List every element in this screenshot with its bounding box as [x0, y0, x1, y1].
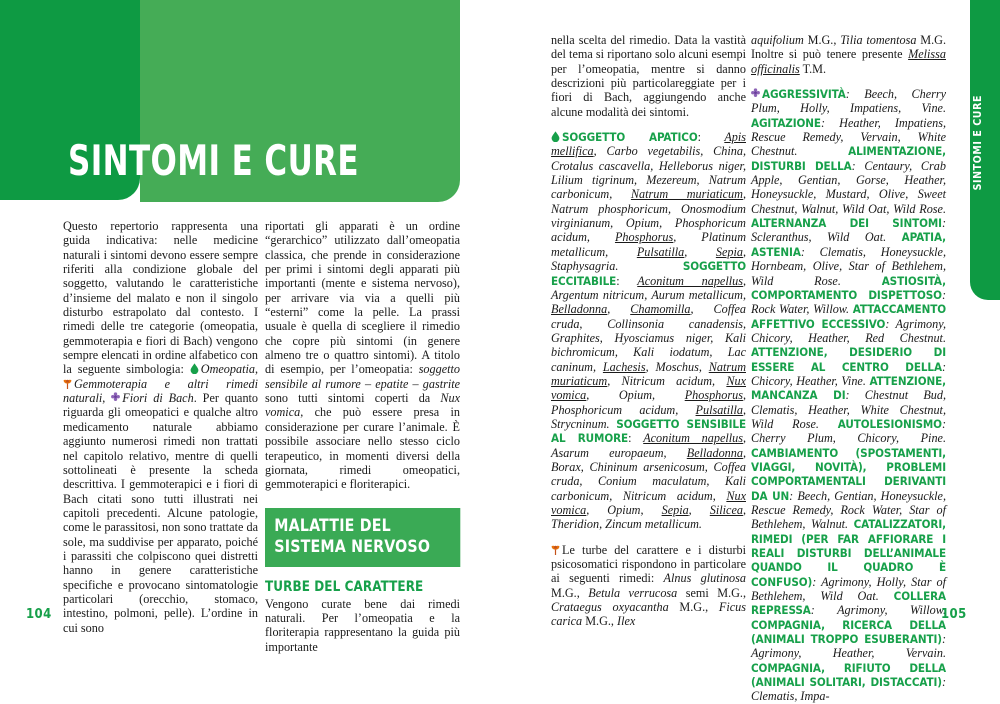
- bach-remedy-list: : Clematis, Impa-: [751, 675, 946, 704]
- bach-keyword: COLLERA REPRESSA: [751, 589, 946, 618]
- keyword-soggetto-apatico: SOGGETTO APATICO: [562, 130, 698, 145]
- bach-keyword: COMPAGNIA, RICERCA DELLA (ANIMALI TROPPO ESUBERANTI): [751, 617, 946, 647]
- remedy-list: , Theridion, Zincum metallicum.: [551, 503, 746, 532]
- remedy-underlined: Natrum muriaticum: [551, 359, 746, 388]
- remedy-list: , Carbo vegetabilis, China, Crotalus cascavella, Helleborus niger, Lilium tigrinum, Mezereum, Natrum carbonicum,: [551, 144, 746, 202]
- bach-keyword: AUTOLESIONISMO: [837, 416, 942, 431]
- symbol-label-omeopatia: Omeopatia: [200, 362, 255, 377]
- side-tab-label: SINTOMI E CURE: [972, 95, 984, 191]
- bach-keyword: ATTENZIONE, MANCANZA DI: [751, 373, 946, 403]
- bud-icon: [63, 378, 72, 389]
- remedy-underlined: Pulsatilla: [636, 244, 685, 259]
- remedy-list: , Opium,: [586, 503, 662, 517]
- remedy-underlined: Silicea: [709, 503, 743, 517]
- c4-text-a: M.G.,: [803, 33, 841, 47]
- paragraph-gap-2: [551, 532, 746, 543]
- remedy-list: , Phosphoricum acidum,: [551, 388, 746, 417]
- gemmo-remedy: Ilex: [617, 614, 636, 629]
- bach-remedy-list: : Rock Water, Willow.: [751, 287, 946, 317]
- text-column-2: [265, 219, 460, 654]
- paragraph-hierarchy: [265, 219, 460, 492]
- c4-text-b: M.G. Inoltre si può tenere presente: [751, 33, 946, 62]
- drop-icon: [190, 363, 199, 374]
- bach-remedy-list: : Agrimony, Holly, Star of Bethlehem, Wild Oat.: [751, 574, 946, 604]
- gemmo-text-c: semi M.G.,: [677, 585, 747, 600]
- bach-keyword: CATALIZZATORI, RIMEDI (PER FAR AFFIORARE I REALI DISTURBI DELL’ANIMALE QUANDO IL QUADRO È CONFUSO): [751, 517, 946, 589]
- remedy-underlined: Apis mellifica: [551, 130, 746, 159]
- gemmo-text-b: M.G.,: [551, 585, 589, 600]
- hierarchy-text-c: , che può essere presa in considerazione per curare l’animale. È possibile associare nello stesso ciclo terapeutico, in momenti diversi della giornata, rimedi omeopatici, gemmoterapici e floriterapici.: [265, 405, 460, 492]
- bach-remedy-list: : Cherry Plum, Chicory, Pine.: [751, 416, 946, 446]
- intro-text-part-2: . Per quanto riguarda gli omeopatici e qualche altro medicamento naturale abbiamo aggiunto numerosi rimedi non trattati nel capitolo relativo, mentre di quelli sottolineati è presente la scheda descrittiva. I gemmoterapici e i fiori di Bach citati sono tutti illustrati nei capitoli precedenti. Alcune patologie, come le parassitosi, non sono trattate da sole, ma suddivise per apparato, poiché i parassiti che colpiscono quei distretti hanno in genere caratteristiche specifiche e provocano sintomatologie particolari (orecchio, stomaco, intestino, polmoni, pelle). L’ordine in cui sono: [63, 391, 259, 635]
- bach-remedy-list: : Heather, Impatiens, Rescue Remedy, Vervain, White Chestnut.: [751, 115, 946, 159]
- bach-keyword: APATIA, ASTENIA: [751, 230, 946, 259]
- bach-keyword: ATTENZIONE, DESIDERIO DI ESSERE AL CENTRO DELLA: [751, 345, 946, 374]
- gemmo-text-d: M.G.,: [668, 600, 719, 615]
- paragraph-gap-1: [551, 119, 746, 130]
- hierarchy-text-b: sono tutti sintomi coperti da: [265, 391, 441, 406]
- text-column-3: [551, 33, 746, 633]
- remedy-underlined: Sepia: [715, 244, 743, 259]
- remedy-list: , Natrum phosphoricum, Onosmodium virginianum, Opium, Phosphoricum acidum,: [551, 187, 746, 245]
- paragraph-gap-3: [751, 76, 946, 87]
- sep-2: ,: [102, 391, 112, 406]
- remedy-underlined: Melissa officinalis: [751, 47, 946, 76]
- remedy-underlined: Phosphorus: [614, 230, 674, 245]
- c3-colon-3: :: [628, 431, 644, 446]
- section-header-malattie: MALATTIE DEL SISTEMA NERVOSO: [265, 508, 460, 567]
- remedy-list: , Platinum metallicum,: [551, 230, 746, 259]
- keyword-soggetto-eccitabile: SOGGETTO ECCITABILE: [551, 259, 746, 288]
- hierarchy-italic-2: Nux vomica: [265, 391, 460, 420]
- bach-remedy-list: : Agrimony, Chicory, Heather, Red Chestnut.: [751, 316, 946, 345]
- paragraph-soggetti: [551, 130, 746, 532]
- c3-colon-1: :: [697, 130, 725, 145]
- remedy-list: , Moschus,: [645, 359, 709, 374]
- bach-keyword: AGITAZIONE: [751, 115, 821, 130]
- bach-keyword: ALIMENTAZIONE, DISTURBI DELLA: [751, 144, 946, 173]
- bach-remedy-list: : Agrimony, Willow.: [810, 603, 946, 618]
- hierarchy-text-a: riportati gli apparati è un ordine “gerarchico” utilizzato dall’omeopatia classica, che prende in considerazione per primi i sintomi degli apparati più importanti (mente e sistema nervoso), per arrivare via via a quelli più “esterni” come la pelle. La prassi usuale è quella di scegliere il rimedio che copre più sintomi (in genere almeno tre o quattro sintomi). A titolo di esempio, per l’omeopatia:: [265, 219, 460, 377]
- remedy-list: , Asarum europaeum,: [551, 431, 747, 460]
- paragraph-turbe: Vengono curate bene dai rimedi naturali. Per l’omeopatia e la floriterapia rappresentano la guida più importante: [265, 596, 460, 654]
- gemmo-remedy: Ficus carica: [551, 600, 746, 629]
- bach-keyword: CAMBIAMENTO (SPOSTAMENTI, VIAGGI, NOVITÀ), PROBLEMI COMPORTAMENTALI DERIVANTI DA UN: [751, 445, 946, 503]
- c3-colon-2: :: [616, 273, 638, 288]
- paragraph-fiori-di-bach-list: [751, 87, 946, 704]
- paragraph-scelta-rimedio: nella scelta del rimedio. Data la vastità del tema si riportano solo alcuni esempi per l’omeopatia, mentre si danno descrizioni più particolareggiate per i fiori di Bach, aggiungendo anche alcune modalità dei sintomi.: [551, 33, 746, 119]
- remedy-list: ,: [688, 503, 710, 517]
- gemmo-remedy: Betula verrucosa: [588, 585, 678, 600]
- bach-keyword: ATTACCAMENTO AFFETTIVO ECCESSIVO: [751, 302, 946, 331]
- remedy-underlined: Aconitum napellus: [637, 273, 743, 288]
- remedy-list: , Opium,: [586, 388, 685, 403]
- remedy-underlined: Lachesis: [602, 359, 646, 374]
- remedy-list: , Nitricum acidum,: [607, 373, 727, 388]
- symbol-label-fiori-di-bach: Fiori di Bach: [122, 391, 194, 406]
- gemmo-text-e: M.G.,: [582, 614, 618, 629]
- bach-keyword: AGGRESSIVITÀ: [762, 87, 846, 102]
- paragraph-gemmo-rimedi: [551, 543, 746, 629]
- remedy-underlined: Natrum muriaticum: [630, 187, 743, 202]
- bach-keyword: COMPAGNIA, RIFIUTO DELLA (ANIMALI SOLITARI, DISTACCATI): [751, 660, 946, 690]
- remedy-underlined: Sepia: [661, 503, 689, 517]
- bach-remedy-list: : Chicory, Heather, Vine.: [751, 359, 946, 388]
- bach-remedy-list: : Beech, Cherry Plum, Holly, Impatiens, Vine.: [751, 87, 946, 116]
- subsection-header-turbe: TURBE DEL CARATTERE: [265, 578, 424, 595]
- bach-keyword: ALTERNANZA DEI SINTOMI: [751, 216, 942, 231]
- remedy-underlined: Nux vomica: [551, 373, 746, 403]
- bach-remedy-list: : Chestnut Bud, Clematis, Heather, White Chestnut, Wild Rose.: [751, 388, 947, 431]
- remedy-list: , Strycninum.: [551, 402, 746, 431]
- sep-1: ,: [254, 362, 258, 377]
- bach-remedy-list: : Clematis, Honeysuckle, Hornbeam, Olive, Star of Bethlehem, Wild Rose.: [751, 244, 946, 288]
- paragraph-intro: [63, 219, 258, 635]
- keyword-soggetto-sensibile-rumore: SOGGETTO SENSIBILE AL RUMORE: [551, 416, 746, 446]
- drop-icon: [551, 131, 560, 142]
- remedy-underlined: Chamomilla: [630, 302, 691, 317]
- gemmo-text-a: Le turbe del carattere e i disturbi psicosomatici rispondono in particolare ai seguenti rimedi:: [551, 542, 746, 586]
- bud-icon: [551, 544, 560, 555]
- hierarchy-italic-1: soggetto sensibile al rumore – epatite – gastrite: [265, 362, 460, 391]
- page-title: SINTOMI E CURE: [68, 136, 359, 185]
- c4-text-c: T.M.: [799, 61, 827, 76]
- intro-text-part-1: Questo repertorio rappresenta una guida indicativa: nelle medicine naturali i sintomi devono essere sempre riferiti alla condizione globale del soggetto, valutando le caratteristiche d’insieme del malato e non il singolo disturbo estrapolato dal contesto. I rimedi delle tre categorie (omeopatia, gemmoterapia e fiori di Bach) vengono sempre elencati in ordine alfabetico con la seguente simbologia:: [63, 219, 258, 377]
- bach-remedy-list: : Beech, Gentian, Honeysuckle, Rescue Remedy, Rock Water, Star of Bethlehem, Walnut.: [751, 488, 946, 532]
- remedy-list: , Coffea cruda, Collinsonia canadensis, Graphites, Hyosciamus niger, Kali bichromicum, Kali iodatum, Lac caninum,: [551, 302, 746, 374]
- remedy-underlined: Phosphorus: [684, 388, 743, 403]
- page-number-left: 104: [26, 607, 52, 622]
- remedy-list: ,: [684, 244, 716, 259]
- text-column-4: [751, 33, 947, 704]
- remedy-underlined: Pulsatilla: [695, 402, 743, 417]
- remedy-list: , Argentum nitricum, Aurum metallicum,: [551, 273, 746, 302]
- gemmo-remedy: Crataegus oxyacantha: [551, 600, 669, 615]
- bach-remedy-list: : Scleranthus, Wild Oat.: [751, 216, 946, 245]
- symbol-label-gemmoterapia: Gemmoterapia e altri rimedi naturali: [63, 376, 258, 406]
- gemmo-remedy: aquifolium: [751, 33, 804, 47]
- bach-keyword: ASTIOSITÀ, COMPORTAMENTO DISPETTOSO: [751, 273, 946, 302]
- page-number-right: 105: [941, 607, 967, 622]
- remedy-list: ,: [607, 302, 631, 317]
- flower-icon: [111, 392, 120, 403]
- gemmo-remedy: Tilia tomentosa: [840, 33, 917, 47]
- remedy-underlined: Belladonna: [551, 302, 608, 317]
- bach-remedy-list: : Centaury, Crab Apple, Gentian, Gorse, Heather, Honeysuckle, Mustard, Olive, Sweet Chestnut, Walnut, Wild Oat, Wild Rose.: [751, 158, 946, 216]
- remedy-list: , Staphysagria.: [551, 244, 746, 274]
- remedy-underlined: Belladonna: [686, 445, 743, 460]
- bach-remedy-list: : Agrimony, Heather, Vervain.: [751, 632, 946, 661]
- text-column-1: [63, 219, 259, 635]
- gemmo-remedy: Alnus glutinosa: [663, 571, 746, 586]
- remedy-underlined: Nux vomica: [551, 488, 746, 517]
- paragraph-gemmo-continued: [751, 33, 946, 76]
- remedy-underlined: Aconitum napellus: [643, 431, 743, 446]
- remedy-list: , Borax, Chininum arsenicosum, Coffea cruda, Conium maculatum, Kali carbonicum, Nitricum acidum,: [551, 445, 746, 503]
- flower-icon: [751, 88, 760, 99]
